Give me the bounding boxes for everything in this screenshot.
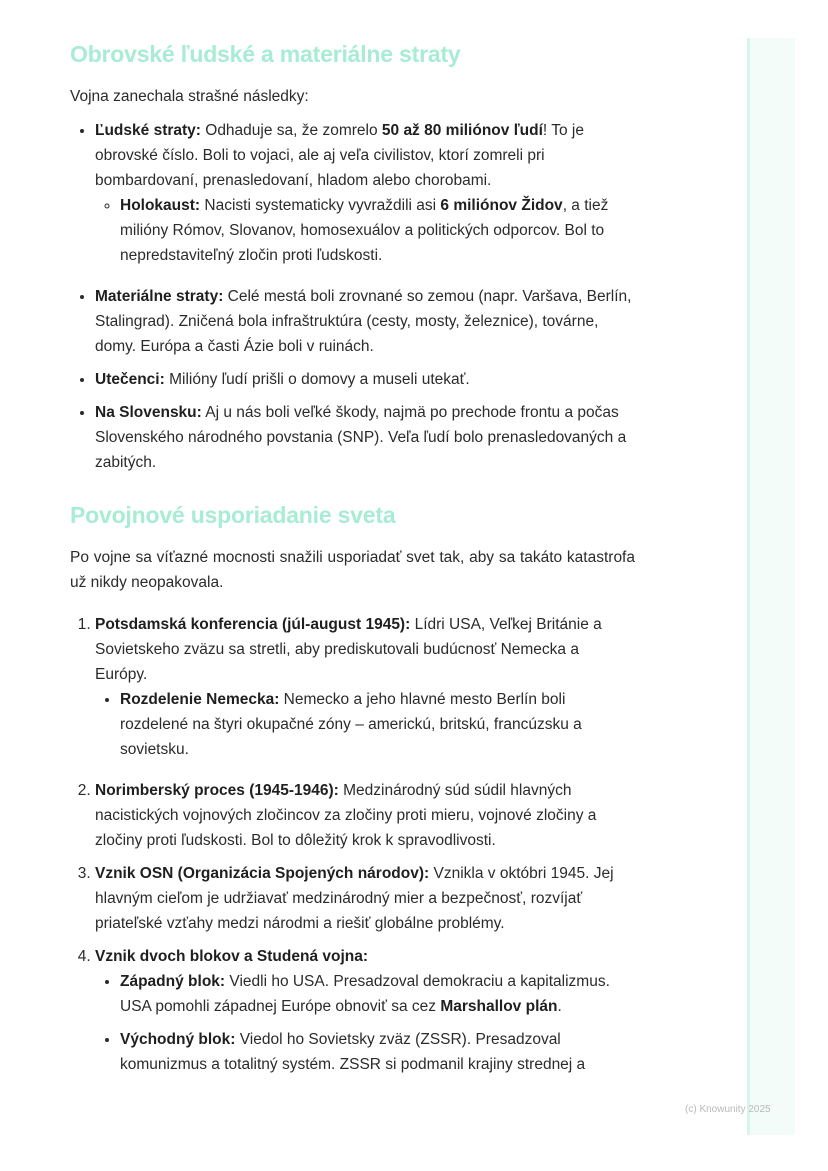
losses-list <box>70 118 635 475</box>
copyright-watermark: (c) Knowunity 2025 <box>685 1104 771 1115</box>
postwar-list <box>70 612 635 1077</box>
sublist-germany-division <box>120 687 635 762</box>
list-item-material-losses: • Materiálne straty: Celé mestá boli zrovnané so zemou (napr. Varšava, Berlín, Stalingrad). Zničená bola infraštruktúra (cesty, mosty, železnice), továrne, domy. Európa a časti Ázie boli v ruinách. <box>95 284 635 359</box>
list-item-refugees: • Utečenci: Milióny ľudí prišli o domovy a museli utekať. <box>95 367 635 392</box>
list-item-un: 3. Vznik OSN (Organizácia Spojených národov): Vznikla v októbri 1945. Jej hlavným cieľom je udržiavať medzinárodný mier a bezpečnosť, rozvíjať priateľské vzťahy medzi národmi a riešiť globálne problémy. <box>95 861 635 936</box>
sublist-holocaust <box>120 193 635 268</box>
list-item-western-bloc: • Západný blok: Viedli ho USA. Presadzoval demokraciu a kapitalizmus. USA pomohli západnej Európe obnoviť sa cez Marshallov plán. <box>120 969 635 1019</box>
list-item-cold-war: 4. Vznik dvoch blokov a Studená vojna: • Západný blok: Viedli ho USA. Presadzoval demokraciu a kapitalizmus. USA pomohli západnej Európe obnoviť sa cez Marshallov plán. • Východný blok: Viedol ho Sovietsky zväz (ZSSR). Presadzoval komunizmus a totalitný systém. ZSSR si podmanil krajiny strednej a <box>95 944 635 1077</box>
list-item-eastern-bloc: • Východný blok: Viedol ho Sovietsky zväz (ZSSR). Presadzoval komunizmus a totalitný systém. ZSSR si podmanil krajiny strednej a <box>120 1027 635 1077</box>
list-item-slovakia: • Na Slovensku: Aj u nás boli veľké škody, najmä po prechode frontu a počas Slovenského národného povstania (SNP). Veľa ľudí bolo prenasledovaných a zabitých. <box>95 400 635 475</box>
list-item-potsdam: 1. Potsdamská konferencia (júl-august 1945): Lídri USA, Veľkej Británie a Sovietskeho zväzu sa stretli, aby prediskutovali budúcnosť Nemecka a Európy. • Rozdelenie Nemecka: Nemecko a jeho hlavné mesto Berlín boli rozdelené na štyri okupačné zóny – americkú, britskú, francúzsku a sovietsku. <box>95 612 635 762</box>
losses-intro: Vojna zanechala strašné následky: <box>70 88 309 105</box>
section-heading-losses: Obrovské ľudské a materiálne straty <box>70 41 461 67</box>
document-page <box>70 34 635 1077</box>
postwar-intro: Po vojne sa víťazné mocnosti snažili usporiadať svet tak, aby sa takáto katastrofa už nikdy neopakovala. <box>70 549 635 591</box>
list-item-holocaust: ◦ Holokaust: Nacisti systematicky vyvraždili asi 6 miliónov Židov, a tiež milióny Rómov, Slovanov, homosexuálov a politických odporcov. Bol to nepredstaviteľný zločin proti ľudskosti. <box>120 193 635 268</box>
section-heading-postwar: Povojnové usporiadanie sveta <box>70 502 396 528</box>
sublist-blocs <box>120 969 635 1077</box>
list-item-human-losses: • Ľudské straty: Odhaduje sa, že zomrelo 50 až 80 miliónov ľudí! To je obrovské číslo. Boli to vojaci, ale aj veľa civilistov, ktorí zomreli pri bombardovaní, prenasledovaní, hladom alebo chorobami. ◦ Holokaust: Nacisti systematicky vyvraždili asi 6 miliónov Židov, a tiež milióny Rómov, Slovanov, homosexuálov a politických odporcov. Bol to nepredstaviteľný zločin proti ľudskosti. <box>95 118 635 268</box>
side-margin-strip <box>747 38 795 1135</box>
list-item-nuremberg: 2. Norimberský proces (1945-1946): Medzinárodný súd súdil hlavných nacistických vojnových zločincov za zločiny proti mieru, vojnové zločiny a zločiny proti ľudskosti. Bol to dôležitý krok k spravodlivosti. <box>95 778 635 853</box>
list-item-germany-division: • Rozdelenie Nemecka: Nemecko a jeho hlavné mesto Berlín boli rozdelené na štyri okupačné zóny – americkú, britskú, francúzsku a sovietsku. <box>120 687 635 762</box>
